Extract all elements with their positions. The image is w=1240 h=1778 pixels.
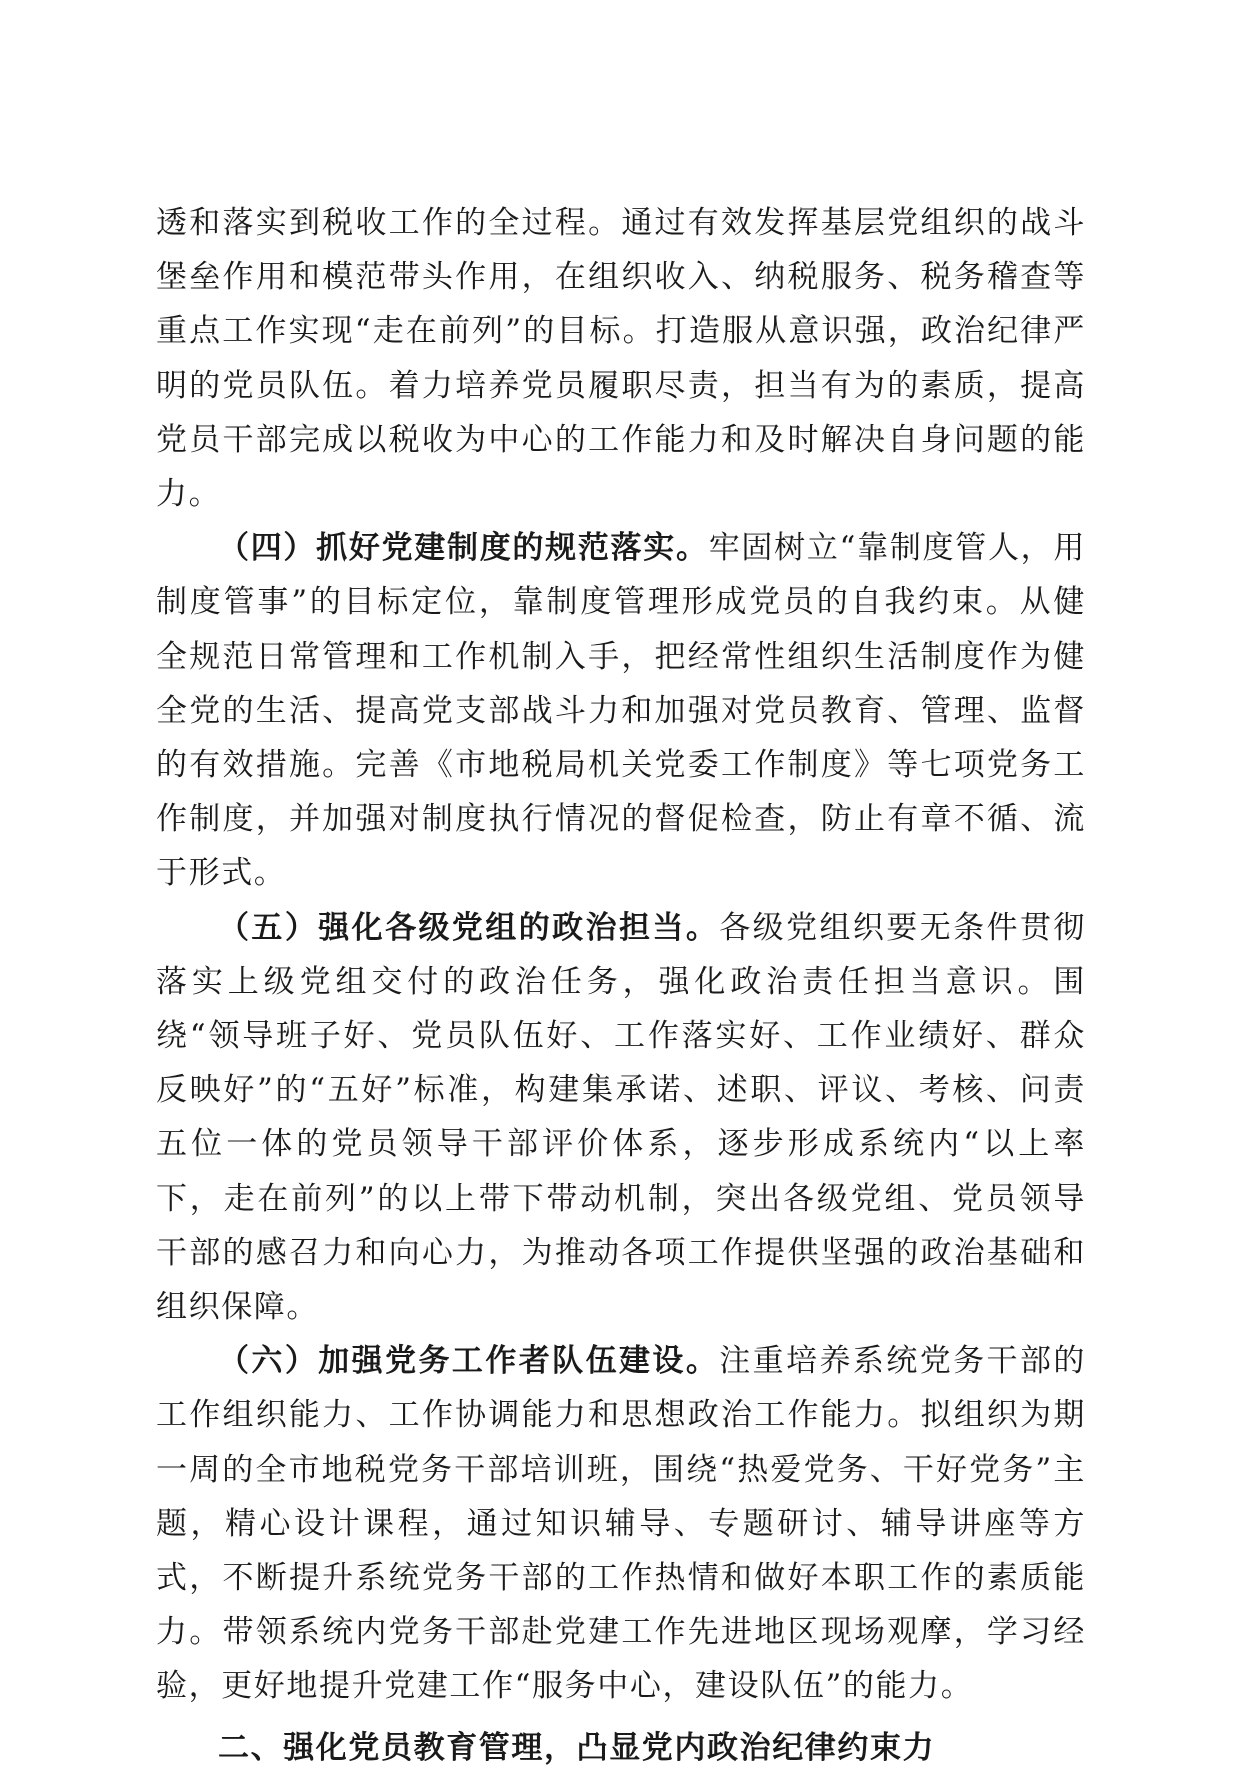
paragraph-item-6 — [156, 1334, 1086, 1713]
paragraph-item-5 — [156, 901, 1086, 1335]
section-heading: 二、强化党员教育管理，凸显党内政治纪律约束力 — [218, 1729, 936, 1766]
paragraph-item-4 — [156, 521, 1086, 900]
paragraph-text: 注重培养系统党务干部的工作组织能力、工作协调能力和思想政治工作能力。拟组织为期一周的全市地税党务干部培训班，围绕“热爱党务、干好党务”主题，精心设计课程，通过知识辅导、专题研讨、辅导讲座等方式，不断提升系统党务干部的工作热情和做好本职工作的素质能力。带领系统内党务干部赴党建工作先进地区现场观摩，学习经验，更好地提升党建工作“服务中心，建设队伍”的能力。 — [156, 1343, 1086, 1705]
paragraph-text: 透和落实到税收工作的全过程。通过有效发挥基层党组织的战斗堡垒作用和模范带头作用，在组织收入、纳税服务、税务稽查等重点工作实现“走在前列”的目标。打造服从意识强，政治纪律严明的党员队伍。着力培养党员履职尽责，担当有为的素质，提高党员干部完成以税收为中心的工作能力和及时解决自身问题的能力。 — [156, 205, 1086, 513]
paragraph-lead: （五）强化各级党组的政治担当。 — [218, 909, 720, 946]
document-body — [156, 196, 1086, 1778]
paragraph-text: 牢固树立“靠制度管人，用制度管事”的目标定位，靠制度管理形成党员的自我约束。从健全规范日常管理和工作机制入手，把经常性组织生活制度作为健全党的生活、提高党支部战斗力和加强对党员教育、管理、监督的有效措施。完善《市地税局机关党委工作制度》等七项党务工作制度，并加强对制度执行情况的督促检查，防止有章不循、流于形式。 — [156, 530, 1086, 892]
paragraph-lead: （四）抓好党建制度的规范落实。 — [218, 530, 709, 567]
paragraph-lead: （六）加强党务工作者队伍建设。 — [218, 1343, 720, 1380]
paragraph-continuation — [156, 196, 1086, 521]
paragraph-text: 各级党组织要无条件贯彻落实上级党组交付的政治任务，强化政治责任担当意识。围绕“领导班子好、党员队伍好、工作落实好、工作业绩好、群众反映好”的“五好”标准，构建集承诺、述职、评议、考核、问责五位一体的党员领导干部评价体系，逐步形成系统内“以上率下，走在前列”的以上带下带动机制，突出各级党组、党员领导干部的感召力和向心力，为推动各项工作提供坚强的政治基础和组织保障。 — [156, 909, 1086, 1326]
